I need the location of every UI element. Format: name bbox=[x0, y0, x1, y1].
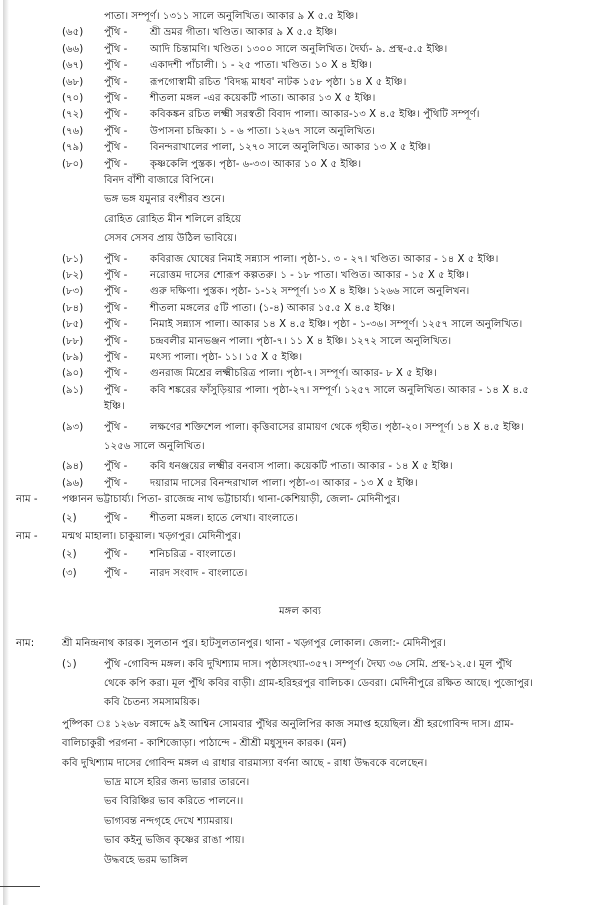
collector-label: নাম - bbox=[16, 531, 38, 542]
entry-text: গুনরাজ মিশ্রের লক্ষ্মীচরিত্র পালা। পৃষ্ঠা-৭। সম্পূর্ণ। আকার- ৮ X ৫ ইঞ্চি। bbox=[150, 368, 437, 380]
entry-prefix: পুঁথি - bbox=[104, 60, 128, 72]
section-heading: মঙ্গল কাব্য bbox=[279, 606, 321, 618]
entry-prefix: পুঁথি - bbox=[104, 253, 128, 265]
entry-text: পুঁথি -গোবিন্দ মঙ্গল। কবি দুখিশ্যাম দাস। পৃষ্ঠাসংখ্যা-৩৫৭। সম্পূর্ণ। দৈঘ্য ৩৬ সেমি. প্রস্থ-১২.৫। মূল পুঁথি bbox=[104, 658, 513, 670]
page-edge-shadow bbox=[3, 0, 9, 905]
entry-number: (৮০) bbox=[62, 158, 84, 170]
entry-number: (৮৮) bbox=[62, 335, 84, 347]
entry-prefix: পুঁথি - bbox=[104, 512, 128, 524]
colophon-line: কবি দুখিশ্যাম দাসের গোবিন্দ মঙ্গল এ রাধার বারমাস্যা বর্ণনা আছে - রাধা উদ্ধবকে বলেছেন। bbox=[62, 757, 428, 769]
entry-number: (৮৩) bbox=[62, 286, 84, 298]
entry-text: কবি ধনঞ্জয়ের লক্ষ্মীর বনবাস পালা। কয়েকটি পাতা। আকার - ১৪ X ৫ ইঞ্চি। bbox=[150, 461, 453, 473]
entry-text: রূপগোস্বামী রচিত 'বিদগ্ধ মাধব' নাটক ১৫৮ পৃষ্ঠা। ১৪ X ৫ ইঞ্চি। bbox=[150, 76, 407, 88]
entry-continuation: ১২৫৬ সালে অনুলিখিত। bbox=[104, 441, 205, 452]
entry-continuation: ইঞ্চি। bbox=[104, 401, 125, 413]
entry-text: পাতা। সম্পূর্ণ। ১৩১১ সালে অনুলিখিত। আকার ৯ X ৫.৫ ইঞ্চি। bbox=[104, 11, 359, 22]
entry-text: বিনন্দরাখালের পালা, ১২৭০ সালে অনুলিখিত। আকার ১৩ X ৫ ইঞ্চি। bbox=[150, 142, 431, 154]
entry-text: মৎস্য পালা। পৃষ্ঠা- ১১। ১৫ X ৫ ইঞ্চি। bbox=[150, 352, 303, 363]
entry-number: (৯১) bbox=[62, 384, 84, 396]
entry-number: (৭৬) bbox=[62, 125, 84, 137]
entry-text: কবিরাজ ঘোষের নিমাই সন্ন্যাস পালা। পৃষ্ঠা-১. ৩ - ২৭। খণ্ডিত। আকার - ১৪ X ৫ ইঞ্চি। bbox=[150, 253, 499, 265]
entry-number: (২) bbox=[62, 512, 77, 524]
entry-number: (৮৫) bbox=[62, 319, 84, 331]
entry-prefix: পুঁথি - bbox=[104, 477, 128, 489]
entry-text: উপাসনা চন্দ্রিকা। ১ - ৬ পাতা। ১২৬৭ সালে অনুলিখিত। bbox=[150, 125, 376, 137]
entry-prefix: পুঁথি - bbox=[104, 335, 128, 347]
entry-number: (৬৭) bbox=[62, 60, 84, 72]
verse-line: ভাব কইনু ভজিব কৃষ্ণের রাঙা পায়। bbox=[104, 835, 245, 847]
entry-number: (৬৬) bbox=[62, 43, 84, 55]
entry-number: (৬৮) bbox=[62, 76, 84, 88]
entry-number: (৮২) bbox=[62, 270, 84, 281]
entry-prefix: পুঁথি - bbox=[104, 76, 128, 88]
entry-text: লক্ষণের শক্তিশেল পালা। কৃত্তিবাসের রামায়ণ থেকে গৃহীত। পৃষ্ঠা-২০। সম্পূর্ণ। ১৪ X ৪.৫ ইঞ্চি। bbox=[150, 421, 524, 433]
entry-prefix: পুঁথি - bbox=[104, 302, 128, 314]
verse-line: ভঙ্গ ভঙ্গ যমুনার বংশীরব শুনে। bbox=[104, 194, 225, 206]
colophon-line: বালিচাকুরী পরগনা - কাশিজোড়া। পাঠান্দে - শ্রীশ্রী মধুসুদন কারক। (মন) bbox=[62, 738, 347, 750]
entry-number: (৯০) bbox=[62, 368, 84, 380]
entry-number: (৮৪) bbox=[62, 302, 84, 314]
colophon-line: পুষ্পিকা ঃ ১২৬৮ বঙ্গাব্দে ৯ই আশ্বিন সোমবার পুঁথির অনুলিপির কাজ সমাপ্ত হয়েছিল। শ্রী হরগোবিন্দ দাস। গ্রাম- bbox=[62, 718, 514, 730]
entry-number: (৮১) bbox=[62, 253, 84, 265]
entry-text: নারদ সংবাদ - বাংলাতে। bbox=[150, 567, 248, 579]
verse-line: ভব বিরিঞ্চির ভাব করিতে পালনে।। bbox=[104, 796, 244, 808]
entry-number: (৮৯) bbox=[62, 352, 84, 363]
verse-line: উদ্ধবহে ভরম ভাঙ্গিল bbox=[104, 854, 188, 866]
entry-text: কবি চৈতন্য সমসাময়িক। bbox=[104, 697, 200, 709]
verse-line: রোহিত রোহিত মীন শলিলে রহিয়ে bbox=[104, 213, 241, 225]
entry-prefix: পুঁথি - bbox=[104, 461, 128, 473]
entry-number: (৭৯) bbox=[62, 142, 84, 154]
collector-info: মন্মথ মাহালা। চাকুয়াল। খড়্গপুর। মেদিনীপুর। bbox=[62, 531, 241, 542]
verse-line: সেসব সেসব প্রায় উঠিল ভাবিয়ে। bbox=[104, 233, 237, 245]
entry-number: (৯৪) bbox=[62, 461, 84, 473]
entry-number: (৬৫) bbox=[62, 27, 84, 39]
entry-prefix: পুঁথি - bbox=[104, 567, 128, 579]
entry-text: শনিচরিত্র - বাংলাতে। bbox=[150, 549, 236, 561]
entry-prefix: পুঁথি - bbox=[104, 93, 128, 104]
entry-prefix: পুঁথি - bbox=[104, 286, 128, 298]
entry-text: কবি শঙ্করের ফাঁসুড়িয়ার পালা। পৃষ্ঠা-২৭। সম্পূর্ণ। ১২৫৭ সালে অনুলিখিত। আকার - ১৪ X ৪.৫ bbox=[150, 384, 529, 396]
entry-text: শীতলা মঙ্গল। হাতে লেখা। বাংলাতে। bbox=[150, 512, 298, 524]
entry-prefix: পুঁথি - bbox=[104, 352, 128, 363]
entry-text: শীতলা মঙ্গলের ৫টি পাতা। (১-৪) আকার ১৫.৫ X ৪.৫ ইঞ্চি। bbox=[150, 302, 395, 314]
entry-text: নরোত্তম দাসের শোরূপ কল্পতরু। ১ - ১৮ পাতা। খণ্ডিত। আকার - ১৫ X ৫ ইঞ্চি। bbox=[150, 270, 469, 281]
entry-prefix: পুঁথি - bbox=[104, 384, 128, 396]
entry-text: কবিকঙ্কন রচিত লক্ষ্মী সরস্বতী বিবাদ পালা। আকার-১৩ X ৪.৫ ইঞ্চি। পুঁথিটি সম্পূর্ণ। bbox=[150, 109, 480, 121]
verse-line: ভাগ্যবন্ত নন্দগৃহে দেখে শ্যামরায়। bbox=[104, 815, 234, 827]
entry-text: নিমাই সন্ন্যাস পালা। আকার ১৪ X ৪.৫ ইঞ্চি। পৃষ্ঠা - ১-৩৬। সম্পূর্ণ। ১২৫৭ সালে অনুলিখিত। bbox=[150, 319, 523, 331]
entry-prefix: পুঁথি - bbox=[104, 368, 128, 380]
entry-text: দয়ারাম দাসের বিনন্দরাখাল পালা। পৃষ্ঠা-৩। আকার - ১৩ X ৫ ইঞ্চি। bbox=[150, 477, 418, 489]
collector-info: পঞ্চানন ভট্টাচার্য্য। পিতা- রাজেন্দ্র নাথ ভট্টাচার্য্য। থানা-কেশিয়াড়ী, জেলা- মেদিনীপুর। bbox=[62, 494, 400, 506]
collector-label: নাম: bbox=[16, 638, 35, 650]
entry-number: (৭২) bbox=[62, 109, 84, 121]
entry-text: শ্রী ভ্রমর গীতা। খণ্ডিত। আকার ৯ X ৫.৫ ইঞ্চি। bbox=[150, 27, 337, 39]
entry-prefix: পুঁথি - bbox=[104, 125, 128, 137]
entry-prefix: পুঁথি - bbox=[104, 270, 128, 281]
entry-prefix: পুঁথি - bbox=[104, 319, 128, 331]
entry-text: কৃষ্ণকেলি পুস্তক। পৃষ্ঠা- ৬-৩৩। আকার ১০ X ৫ ইঞ্চি। bbox=[150, 158, 362, 170]
entry-text: গুরু দক্ষিণা। পুস্তক। পৃষ্ঠা- ১-১২ সম্পূর্ণ। ১৩ X ৪ ইঞ্চি। ১২৬৬ সালে অনুলিখন। bbox=[150, 286, 470, 298]
entry-prefix: পুঁথি - bbox=[104, 158, 128, 170]
entry-prefix: পুঁথি - bbox=[104, 43, 128, 55]
entry-number: (২) bbox=[62, 549, 77, 561]
entry-prefix: পুঁথি - bbox=[104, 142, 128, 154]
entry-text: শীতলা মঙ্গল -এর কয়েকটি পাতা। আকার ১৩ X ৫ ইঞ্চি। bbox=[150, 93, 376, 104]
bottom-rule bbox=[0, 886, 40, 887]
entry-number: (৩) bbox=[62, 567, 77, 579]
entry-prefix: পুঁথি - bbox=[104, 27, 128, 39]
entry-text: আদি চিন্তামণি। খণ্ডিত। ১৩০০ সালে অনুলিখিত। দৈর্ঘ্য- ৯. প্রস্থ-৫.৫ ইঞ্চি। bbox=[150, 43, 448, 55]
collector-info: শ্রী মনিন্দ্রনাথ কারক। সুলতান পুর। হাটসুলতানপুর। থানা - খড়্গপুর লোকাল। জেলা:- মেদিনীপুর। bbox=[62, 638, 446, 650]
entry-prefix: পুঁথি - bbox=[104, 549, 128, 561]
verse-line: ভাদ্র মাসে হরির জন্য ভারার তারনে। bbox=[104, 777, 250, 788]
entry-prefix: পুঁথি - bbox=[104, 109, 128, 121]
entry-text: থেকে কপি করা। মূল পুঁথি কবির বাড়ী। গ্রাম-হরিহরপুর বালিচক। ডেবরা। মেদিনীপুরে রক্ষিত আছে। পুজোপুর। bbox=[104, 678, 534, 689]
verse-line: বিনদ বাঁশী বাজারে বিপিনে। bbox=[104, 175, 214, 186]
entry-number: (৯৩) bbox=[62, 421, 84, 433]
entry-number: (৭০) bbox=[62, 93, 84, 104]
entry-prefix: পুঁথি - bbox=[104, 421, 128, 433]
entry-number: (১) bbox=[62, 658, 77, 670]
entry-text: একাদশী পাঁচালী। ১ - ২৫ পাতা। খণ্ডিত। ১০ X ৪ ইঞ্চি। bbox=[150, 60, 372, 72]
collector-label: নাম - bbox=[16, 494, 38, 506]
entry-number: (৯৬) bbox=[62, 477, 84, 489]
entry-text: চন্দ্রবলীর মানভঞ্জন পালা। পৃষ্ঠা-৭। ১১ X ৪ ইঞ্চি। ১২৭২ সালে অনুলিখিত। bbox=[150, 335, 452, 347]
